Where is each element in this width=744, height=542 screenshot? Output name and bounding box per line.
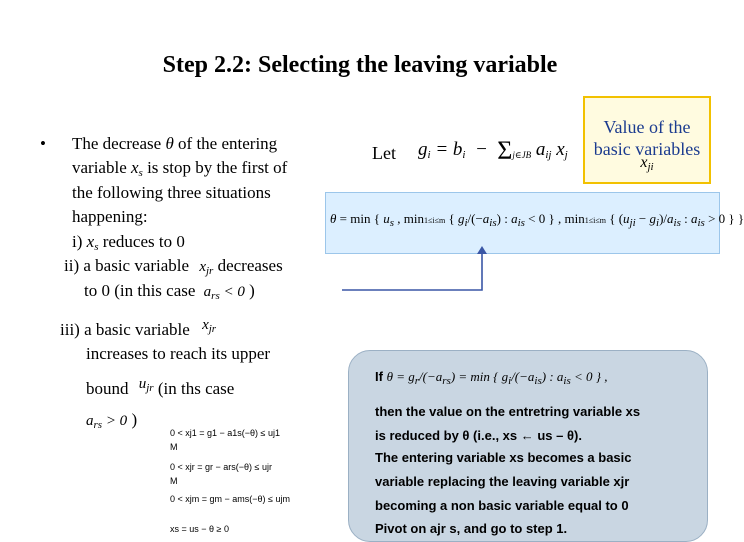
- theta-formula-box: θ = min { $u_s$ , min1≤i≤m { $g_i/(-a_{is})$ : $a_{is} < 0$ } , min1≤i≤m { $(u_{ji} - g_i)/a_{is}$ : $a_{is} > 0$ } }: [325, 192, 720, 254]
- if-line5: variable replacing the leaving variable xjr: [375, 474, 630, 489]
- slide-title: Step 2.2: Selecting the leaving variable: [162, 52, 558, 78]
- bullet-line-9: increases to reach its upper: [86, 344, 271, 363]
- value-box-line1: Value of the: [603, 117, 691, 137]
- if-line6: becoming a non basic variable equal to 0: [375, 498, 629, 513]
- bullet-line-7: to 0 (in this case: [84, 281, 196, 300]
- bullet-dot: •: [40, 134, 46, 153]
- bullet-line-6: ii) a basic variable: [64, 256, 190, 275]
- bullet-line-7b: ): [249, 281, 255, 300]
- g-formula: $g_i = b_i - \Sigma_{j\in JB}$ $a_{ij}$ $x_j$: [418, 136, 568, 165]
- bullet-line-8: iii) a basic variable: [60, 320, 190, 339]
- if-theta-box: If $\theta = g_r/(-a_{rs}) = \min$ { $g_i/(-a_{is})$ : $a_{is} < 0$ } , then the value on the entretring variable xs is reduced by θ (i.e., xs ← us – θ). The entering variable xs becomes a basic variable replacing the leaving variable xjr becoming a non basic variable equal to 0 Pivot on ajr s, and go to step 1.: [348, 350, 708, 542]
- dots-2: M: [170, 476, 178, 486]
- bullet-line-4: happening:: [72, 207, 148, 226]
- bullet-line-3: the following three situations: [72, 183, 271, 202]
- bullet-line-10: bound: [86, 379, 129, 398]
- arrow-connector: [342, 246, 484, 292]
- if-line4: The entering variable xs becomes a basic: [375, 450, 632, 465]
- condition-4: xs = us − θ ≥ 0: [170, 524, 229, 534]
- bullet-line-11: ): [131, 410, 138, 429]
- if-line3: is reduced by θ (i.e., xs ← us – θ).: [375, 428, 582, 443]
- dots-1: M: [170, 442, 178, 452]
- value-box-line2: basic variables: [593, 139, 701, 159]
- let-label: Let: [372, 143, 396, 163]
- if-line7: Pivot on ajr s, and go to step 1.: [375, 521, 568, 536]
- bullet-line-10b: (in ths case: [157, 379, 235, 398]
- condition-2: 0 < xjr = gr − ars(−θ) ≤ ujr: [170, 462, 272, 472]
- basic-values-box: Value of the basic variables $x_{ji}$: [583, 96, 711, 184]
- if-line2: then the value on the entretring variable xs: [375, 404, 641, 419]
- condition-3: 0 < xjm = gm − ams(−θ) ≤ ujm: [170, 494, 290, 504]
- if-line1: If: [375, 369, 383, 384]
- bullet-line-6b: decreases: [217, 256, 283, 275]
- condition-1: 0 < xj1 = g1 − a1s(−θ) ≤ uj1: [170, 428, 281, 438]
